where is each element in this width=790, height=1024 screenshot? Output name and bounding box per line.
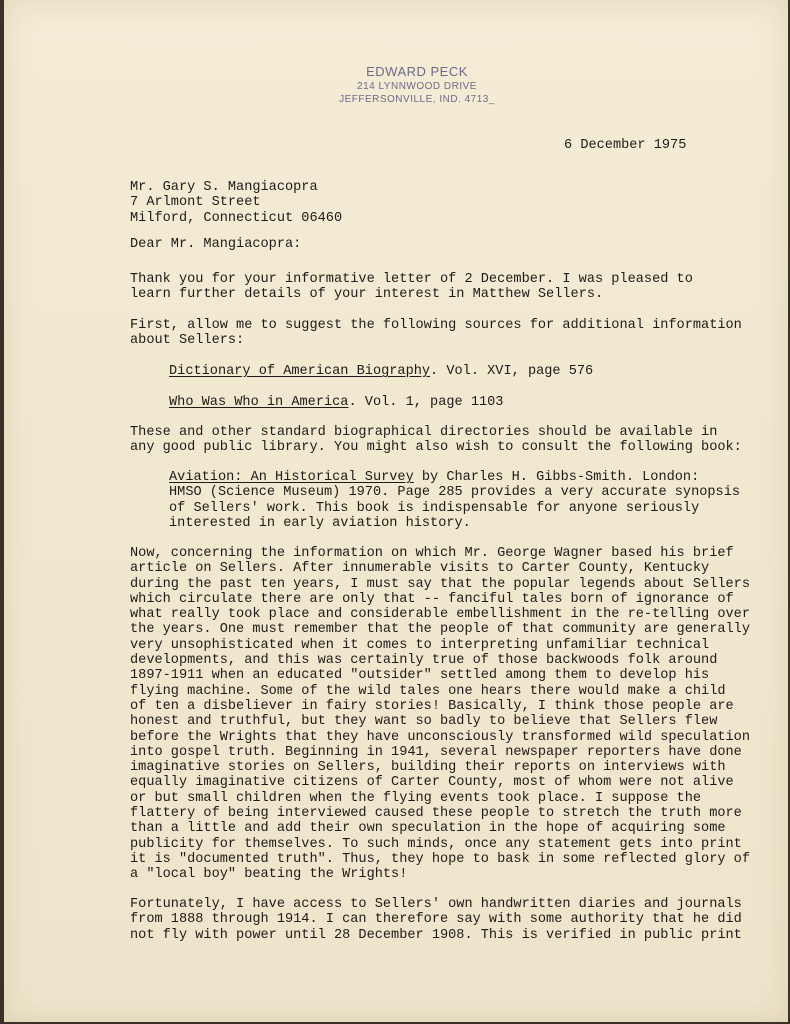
- text-line: the years. One must remember that the people of that community are generally: [130, 622, 750, 638]
- text-line: of Sellers' work. This book is indispensable for anyone seriously: [169, 500, 700, 516]
- recipient-address: [130, 180, 342, 226]
- reference-1-detail: . Vol. XVI, page 576: [430, 364, 594, 379]
- text-line: imaginative stories on Sellers, building their reports on interviews with: [130, 760, 726, 776]
- text-line: into gospel truth. Beginning in 1941, several newspaper reporters have done: [130, 744, 742, 760]
- text-line: equally imaginative citizens of Carter County, most of whom were not alive: [130, 775, 734, 791]
- book-title: Aviation: An Historical Survey: [169, 470, 414, 485]
- paragraph-1: [130, 272, 693, 303]
- letterhead-name: EDWARD PECK: [366, 64, 468, 79]
- letter-date: 6 December 1975: [564, 138, 687, 153]
- salutation: Dear Mr. Mangiacopra:: [130, 237, 302, 252]
- letterhead-street: 214 LYNNWOOD DRIVE: [357, 81, 477, 92]
- text-line: a "local boy" beating the Wrights!: [130, 867, 408, 883]
- text-line: learn further details of your interest in Matthew Sellers.: [130, 287, 604, 303]
- reference-1-title: Dictionary of American Biography: [169, 364, 431, 379]
- text-line: flattery of being interviewed caused these people to stretch the truth more: [130, 806, 742, 822]
- text-line: during the past ten years, I must say that the popular legends about Sellers: [130, 576, 750, 592]
- text-line: before the Wrights that they have unconsciously transformed wild speculation: [130, 729, 750, 745]
- reference-1: [169, 364, 593, 379]
- paragraph-2: [130, 318, 742, 349]
- recipient-line: Mr. Gary S. Mangiacopra: [130, 180, 318, 195]
- reference-2: [169, 395, 503, 410]
- book-citation-body: [169, 485, 740, 531]
- text-line: very unsophisticated when it comes to interpreting unfamiliar technical: [130, 637, 710, 653]
- text-line: Fortunately, I have access to Sellers' own handwritten diaries and journals: [130, 897, 742, 912]
- text-line: from 1888 through 1914. I can therefore say with some authority that he did: [130, 912, 742, 928]
- text-line: honest and truthful, but they want so badly to believe that Sellers flew: [130, 714, 718, 730]
- text-line: or but small children when the flying events took place. I suppose the: [130, 790, 702, 806]
- text-line: about Sellers:: [130, 333, 245, 349]
- letterhead-city: JEFFERSONVILLE, IND. 4713_: [339, 94, 495, 105]
- letterhead: [4, 64, 788, 106]
- text-line: which circulate there are only that -- fanciful tales born of ignorance of: [130, 591, 734, 607]
- text-line: not fly with power until 28 December 1908. This is verified in public print: [130, 927, 742, 943]
- text-line: Thank you for your informative letter of 2 December. I was pleased to: [130, 272, 693, 287]
- text-line: it is "documented truth". Thus, they hope to bask in some reflected glory of: [130, 851, 750, 867]
- letter-page: [4, 0, 788, 1022]
- text-line: First, allow me to suggest the following sources for additional information: [130, 318, 742, 333]
- paragraph-4: [130, 546, 750, 883]
- paragraph-5: [130, 897, 742, 943]
- text-line: article on Sellers. After innumerable visits to Carter County, Kentucky: [130, 561, 710, 577]
- reference-2-detail: . Vol. 1, page 1103: [348, 395, 504, 410]
- text-line: 1897-1911 when an educated "outsider" settled among them to develop his: [130, 668, 710, 684]
- book-citation: [169, 470, 740, 531]
- text-line: what really took place and considerable embellishment in the re-telling over: [130, 607, 750, 623]
- book-author: by Charles H. Gibbs-Smith. London:: [413, 470, 700, 485]
- text-line: any good public library. You might also wish to consult the following book:: [130, 440, 742, 456]
- text-line: than a little and add their own speculation in the hope of acquiring some: [130, 821, 726, 837]
- text-line: flying machine. Some of the wild tales one hears there would make a child: [130, 683, 726, 699]
- paragraph-3: [130, 425, 742, 456]
- text-line: Now, concerning the information on which Mr. George Wagner based his brief: [130, 546, 734, 561]
- recipient-line: 7 Arlmont Street: [130, 195, 261, 211]
- text-line: developments, and this was certainly true of those backwoods folk around: [130, 653, 718, 669]
- text-line: interested in early aviation history.: [169, 515, 471, 531]
- recipient-line: Milford, Connecticut 06460: [130, 210, 343, 226]
- text-line: HMSO (Science Museum) 1970. Page 285 provides a very accurate synopsis: [169, 485, 741, 501]
- text-line: publicity for themselves. To such minds, once any statement gets into print: [130, 836, 742, 852]
- reference-2-title: Who Was Who in America: [169, 395, 349, 410]
- text-line: These and other standard biographical directories should be available in: [130, 425, 718, 440]
- text-line: of ten a disbeliever in fairy stories! Basically, I think those people are: [130, 698, 734, 714]
